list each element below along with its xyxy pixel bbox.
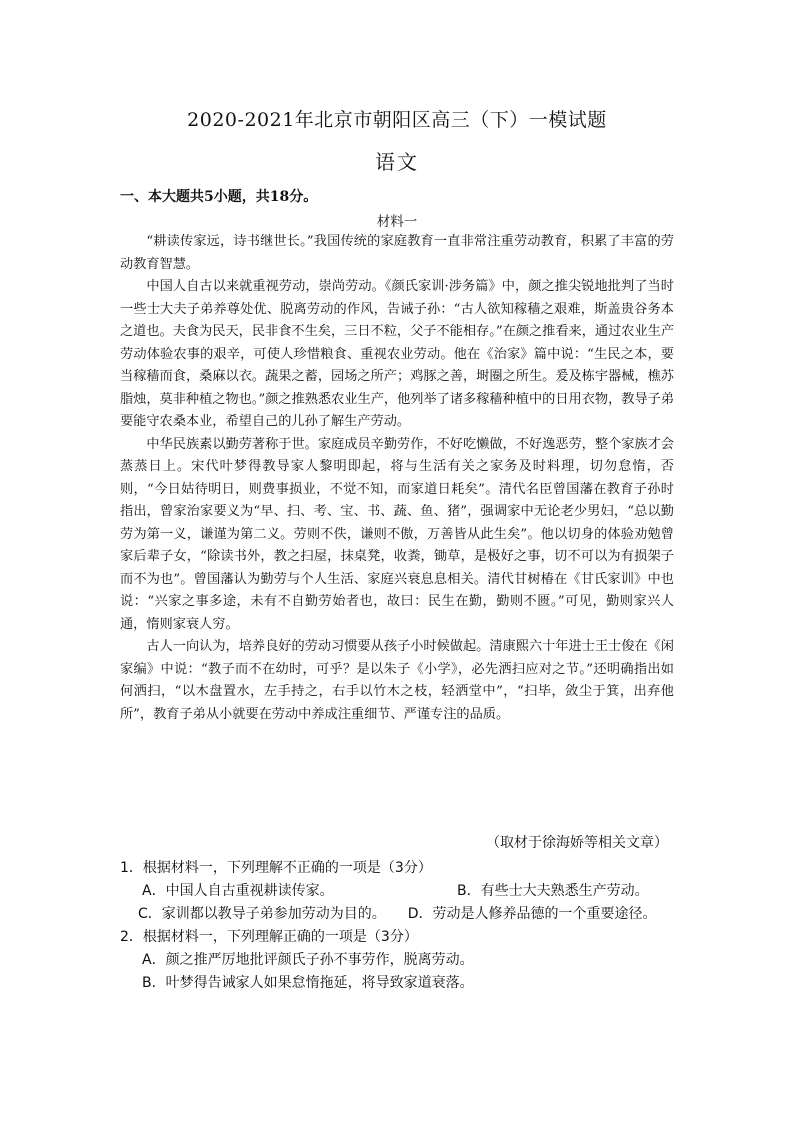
source-note: （取材于徐海娇等相关文章） [486, 835, 668, 851]
paragraph-1: “耕读传家远，诗书继世长。”我国传统的家庭教育一直非常注重劳动教育，积累了丰富的劳动教育智慧。 [120, 234, 674, 272]
subject-title: 语文 [375, 150, 419, 174]
material-body [120, 231, 674, 726]
paragraph-3: 中华民族素以勤劳著称于世。家庭成员辛勤劳作，不好吃懒做，不好逸恶劳，整个家族才会蒸蒸日上。宋代叶梦得教导家人黎明即起，将与生活有关之家务及时料理，切勿怠惰，否则，“今日姑待明日，则费事损业，不觉不知，而家道日耗矣”。清代名臣曾国藩在教育子孙时指出，曾家治家要义为“早、扫、考、宝、书、蔬、鱼、猪”，强调家中无论老少男妇，“总以勤劳为第一义，谦谨为第二义。劳则不佚，谦则不傲，万善皆从此生矣”。他以切身的体验劝勉曾家后辈子女，“除读书外，教之扫屋，抹桌凳，收粪，锄草，是极好之事，切不可以为有损架子而不为也”。曾国藩认为勤劳与个人生活、家庭兴衰息息相关。清代甘树椿在《甘氏家训》中也说：“兴家之事多途，未有不自勤劳始者也，故曰：民生在勤，勤则不匮。”可见，勤则家兴人通，惰则家衰人穷。 [120, 436, 674, 632]
question-1-option-a: A．中国人自古重视耕读传家。 [142, 883, 334, 899]
material-title: 材料一 [376, 214, 418, 230]
paragraph-2: 中国人自古以来就重视劳动，崇尚劳动。《颜氏家训·涉务篇》中，颜之推尖锐地批判了当时一些士大夫子弟养尊处优、脱离劳动的作风，告诫子孙：“古人欲知稼穑之艰难，斯盖贵谷务本之道也。夫食为民天，民非食不生矣，三日不粒，父子不能相存。”在颜之推看来，通过农业生产劳动体验农事的艰辛，可使人珍惜粮食、重视农业劳动。他在《治家》篇中说：“生民之本，要当稼穑而食，桑麻以衣。蔬果之蓄，园场之所产；鸡豚之善，埘圈之所生。爰及栋宇器械，樵苏脂烛，莫非种植之物也。”颜之推熟悉农业生产，他列举了诸多稼穑种植中的日用衣物，教导子弟要能守农桑本业，希望自己的儿孙了解生产劳动。 [120, 279, 675, 429]
question-list [120, 857, 676, 995]
exam-title: 2020-2021年北京市朝阳区高三（下）一模试题 [187, 109, 607, 131]
question-1-stem: 1．根据材料一，下列理解不正确的一项是（3分） [120, 860, 432, 876]
paragraph-4: 古人一向认为，培养良好的劳动习惯要从孩子小时候做起。清康熙六十年进士王士俊在《闲家编》中说：“教子而不在幼时，可乎？是以朱子《小学》，必先洒扫应对之节。”还明确指出如何洒扫，“以木盘置水，左手持之，右手以竹木之枝，轻洒堂中”，“扫毕，敛尘于箕，出弃他所”，教育子弟从小就要在劳动中养成注重细节、严谨专注的品质。 [120, 639, 674, 722]
question-2-option-a: A．颜之推严厉地批评颜氏子孙不事劳作，脱离劳动。 [142, 952, 474, 968]
question-2-stem: 2．根据材料一，下列理解正确的一项是（3分） [120, 929, 418, 945]
question-1-options-row-1 [120, 880, 676, 903]
section-heading: 一、本大题共5小题，共18分。 [120, 189, 318, 205]
question-1-option-c: C．家训都以教导子弟参加劳动为目的。 [138, 906, 386, 922]
question-2-option-b: B．叶梦得告诫家人如果怠惰拖延，将导致家道衰落。 [142, 975, 474, 991]
question-1-option-b: B．有些士大夫熟悉生产劳动。 [457, 883, 649, 899]
question-1-option-d: D．劳动是人修养品德的一个重要途径。 [407, 906, 657, 922]
question-1-options-row-2 [120, 903, 676, 926]
